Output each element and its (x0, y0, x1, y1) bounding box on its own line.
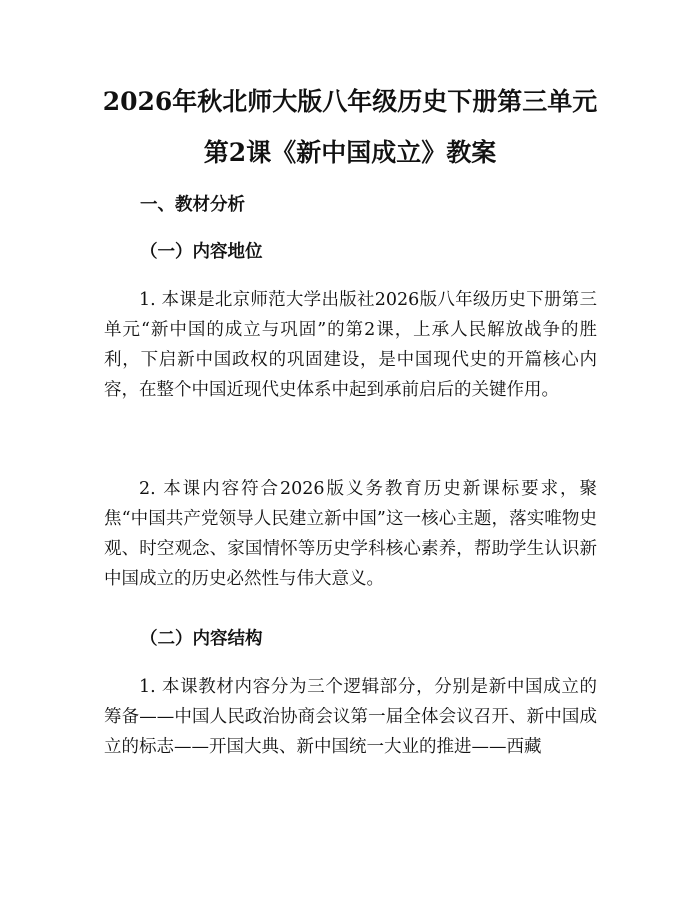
document-title-line-2: 第2课《新中国成立》教案 (203, 138, 497, 167)
document-title-line-1: 2026年秋北师大版八年级历史下册第三单元 (102, 87, 598, 116)
section-heading-textbook-analysis: 一、教材分析 (140, 195, 245, 215)
subsection-heading-content-position: （一）内容地位 (140, 242, 263, 262)
subsection-heading-content-structure: （二）内容结构 (140, 629, 263, 649)
paragraph-content-position-1: 1. 本课是北京师范大学出版社2026版八年级历史下册第三单元“新中国的成立与巩固”的第2课，上承人民解放战争的胜利，下启新中国政权的巩固建设，是中国现代史的开篇核心内容，在整个中国近现代史体系中起到承前启后的关键作用。 (104, 290, 597, 400)
paragraph-content-structure-1: 1. 本课教材内容分为三个逻辑部分，分别是新中国成立的筹备——中国人民政治协商会议第一届全体会议召开、新中国成立的标志——开国大典、新中国统一大业的推进——西藏 (104, 677, 597, 757)
paragraph-content-position-2: 2. 本课内容符合2026版义务教育历史新课标要求，聚焦“中国共产党领导人民建立新中国”这一核心主题，落实唯物史观、时空观念、家国情怀等历史学科核心素养，帮助学生认识新中国成立的历史必然性与伟大意义。 (104, 479, 597, 589)
